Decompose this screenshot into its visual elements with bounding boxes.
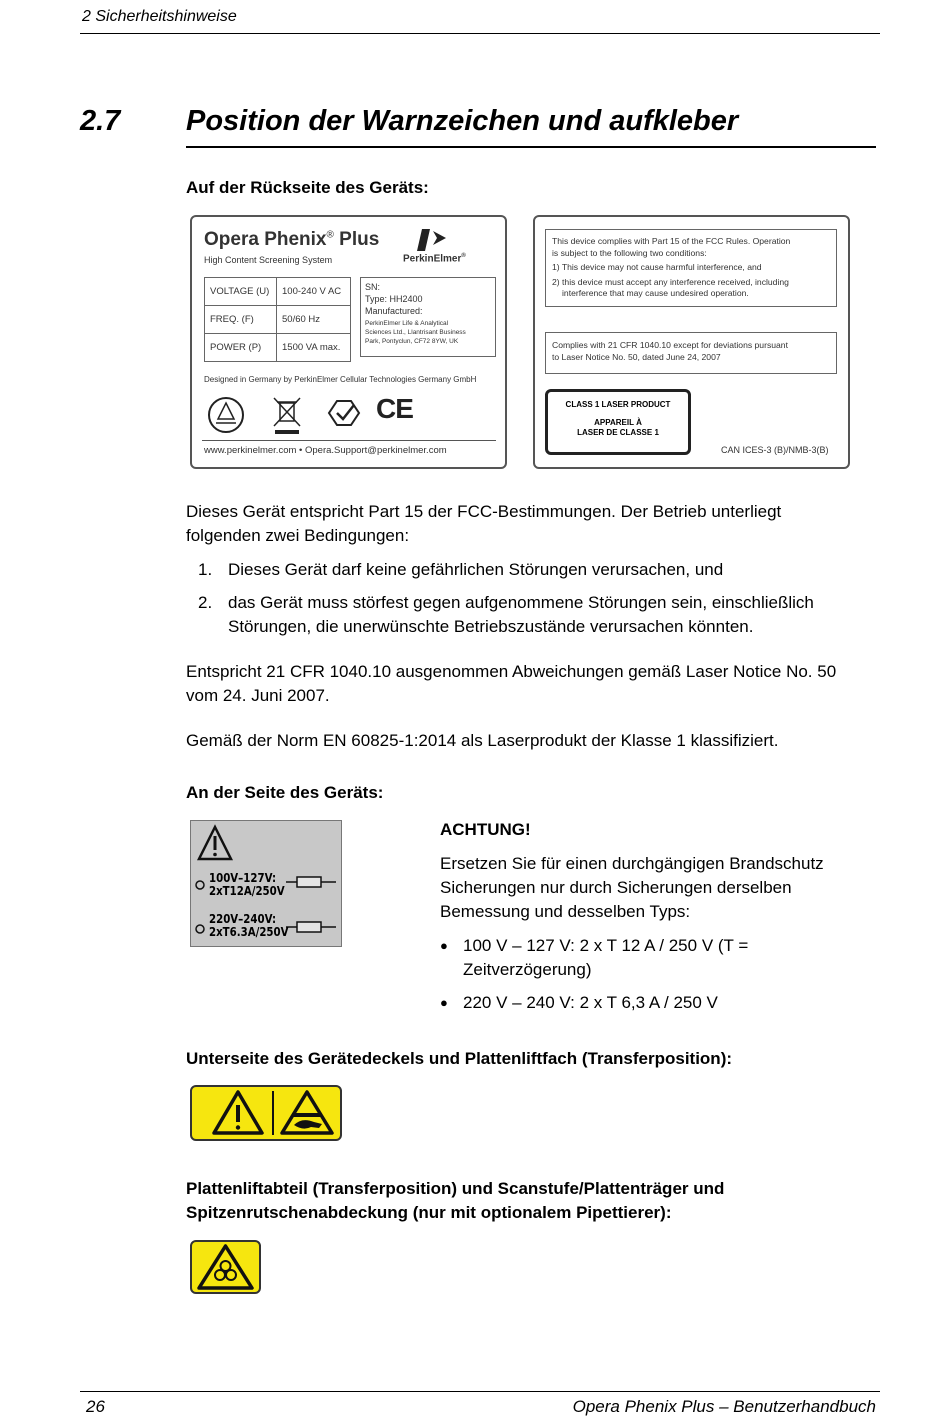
en-norm-text: Gemäß der Norm EN 60825-1:2014 als Laserprodukt der Klasse 1 klassifiziert. xyxy=(186,731,779,750)
laser-class-box: CLASS 1 LASER PRODUCT APPAREIL À LASER DE CLASSE 1 xyxy=(545,389,691,455)
general-warning-icon xyxy=(214,1092,262,1133)
caution-line-1: Ersetzen Sie für einen durchgängigen Brandschutz xyxy=(440,854,824,873)
spec-row: POWER (P) 1500 VA max. xyxy=(205,334,351,362)
list-item: 2. das Gerät muss störfest gegen aufgenommene Störungen sein, einschließlich Störungen, die unerwünschte Betriebszustände verursachen könnten. xyxy=(198,593,814,636)
screw-hole-icon xyxy=(196,925,204,933)
fuse-rating-2: 220V–240V: 2xT6.3A/250V xyxy=(209,912,289,939)
weee-crossed-bin-icon xyxy=(274,398,300,434)
section-title: Position der Warnzeichen und aufkleber xyxy=(186,105,739,137)
cfr-line-1: Entspricht 21 CFR 1040.10 ausgenommen Abweichungen gemäß Laser Notice No. 50 xyxy=(186,662,837,681)
side-heading: An der Seite des Geräts: xyxy=(186,783,384,802)
ices-text: CAN ICES-3 (B)/NMB-3(B) xyxy=(721,445,829,455)
fcc-intro-line-2: folgenden zwei Bedingungen: xyxy=(186,526,410,545)
cfr-line-2: vom 24. Juni 2007. xyxy=(186,686,330,705)
fcc-intro-line-1: Dieses Gerät entspricht Part 15 der FCC-Bestimmungen. Der Betrieb unterliegt xyxy=(186,502,782,521)
fuse-rating-label xyxy=(190,820,342,947)
rating-label xyxy=(190,215,507,469)
label-footer-text: www.perkinelmer.com • Opera.Support@perkinelmer.com xyxy=(204,445,447,456)
header-divider xyxy=(80,33,880,34)
tuv-certification-icon xyxy=(209,398,243,432)
screw-hole-icon xyxy=(196,881,204,889)
section-number: 2.7 xyxy=(80,105,121,137)
list-item: ● 100 V – 127 V: 2 x T 12 A / 250 V (T = Zeitverzögerung) xyxy=(440,936,749,979)
biohazard-label xyxy=(190,1240,261,1294)
platelift-heading-line-1: Plattenliftabteil (Transferposition) und Scanstufe/Plattenträger und xyxy=(186,1179,725,1198)
document-name: Opera Phenix Plus – Benutzerhandbuch xyxy=(572,1397,876,1416)
caution-line-3: Bemessung und desselben Typs: xyxy=(440,902,691,921)
serial-number-box: SN: Type: HH2400 Manufactured: PerkinElmer Life & Analytical Sciences Ltd., Llantrisant Business Park, Pontyclun, CF72 8YW, UK xyxy=(360,277,496,357)
footer-divider xyxy=(80,1391,880,1392)
biohazard-icon xyxy=(192,1242,259,1292)
warning-label-graphics xyxy=(192,1087,340,1139)
cfr-statement-box: Complies with 21 CFR 1040.10 except for deviations pursuant to Laser Notice No. 50, dated June 24, 2007 xyxy=(545,332,837,374)
designed-in-text: Designed in Germany by PerkinElmer Cellular Technologies Germany GmbH xyxy=(204,375,477,384)
bullet-icon: ● xyxy=(440,938,448,953)
underside-heading: Unterseite des Gerätedeckels und Plattenliftfach (Transferposition): xyxy=(186,1049,733,1068)
warning-triangle-icon xyxy=(199,827,231,859)
running-header: 2 Sicherheitshinweise xyxy=(82,8,237,25)
page-number: 26 xyxy=(86,1397,105,1416)
fuse-icon xyxy=(286,922,336,932)
rear-heading: Auf der Rückseite des Geräts: xyxy=(186,178,429,197)
rcm-compliance-icon xyxy=(329,401,359,425)
hand-crush-icon xyxy=(282,1092,332,1133)
manufacturer-logo-text: PerkinElmer® xyxy=(403,253,466,265)
label-footer-divider xyxy=(202,440,496,441)
list-item: 1. Dieses Gerät darf keine gefährlichen Störungen verursachen, und xyxy=(198,560,724,579)
platelift-heading-line-2: Spitzenrutschenabdeckung (nur mit optionalem Pipettierer): xyxy=(186,1203,672,1222)
ce-mark-icon: CE xyxy=(376,393,413,424)
caution-line-2: Sicherungen nur durch Sicherungen derselben xyxy=(440,878,792,897)
warning-hand-crush-label xyxy=(190,1085,342,1141)
list-item: ● 220 V – 240 V: 2 x T 6,3 A / 250 V xyxy=(440,991,860,1015)
title-divider xyxy=(186,146,876,148)
spec-table xyxy=(204,277,351,362)
product-brand: Opera Phenix® Plus xyxy=(204,229,380,250)
spec-row: VOLTAGE (U) 100-240 V AC xyxy=(205,278,351,306)
certification-icons xyxy=(204,393,494,441)
spec-row: FREQ. (F) 50/60 Hz xyxy=(205,306,351,334)
compliance-label xyxy=(533,215,850,469)
bullet-icon: ● xyxy=(440,995,448,1010)
fcc-statement-box: This device complies with Part 15 of the FCC Rules. Operation is subject to the following two conditions: 1) This device may not cause harmful interference, and 2) this device must accept any interference received, including interference that may cause undesired operation. xyxy=(545,229,837,307)
fuse-icon xyxy=(286,877,336,887)
caution-title: ACHTUNG! xyxy=(440,820,531,839)
product-subtitle: High Content Screening System xyxy=(204,255,333,265)
fuse-rating-1: 100V–127V: 2xT12A/250V xyxy=(209,871,285,898)
